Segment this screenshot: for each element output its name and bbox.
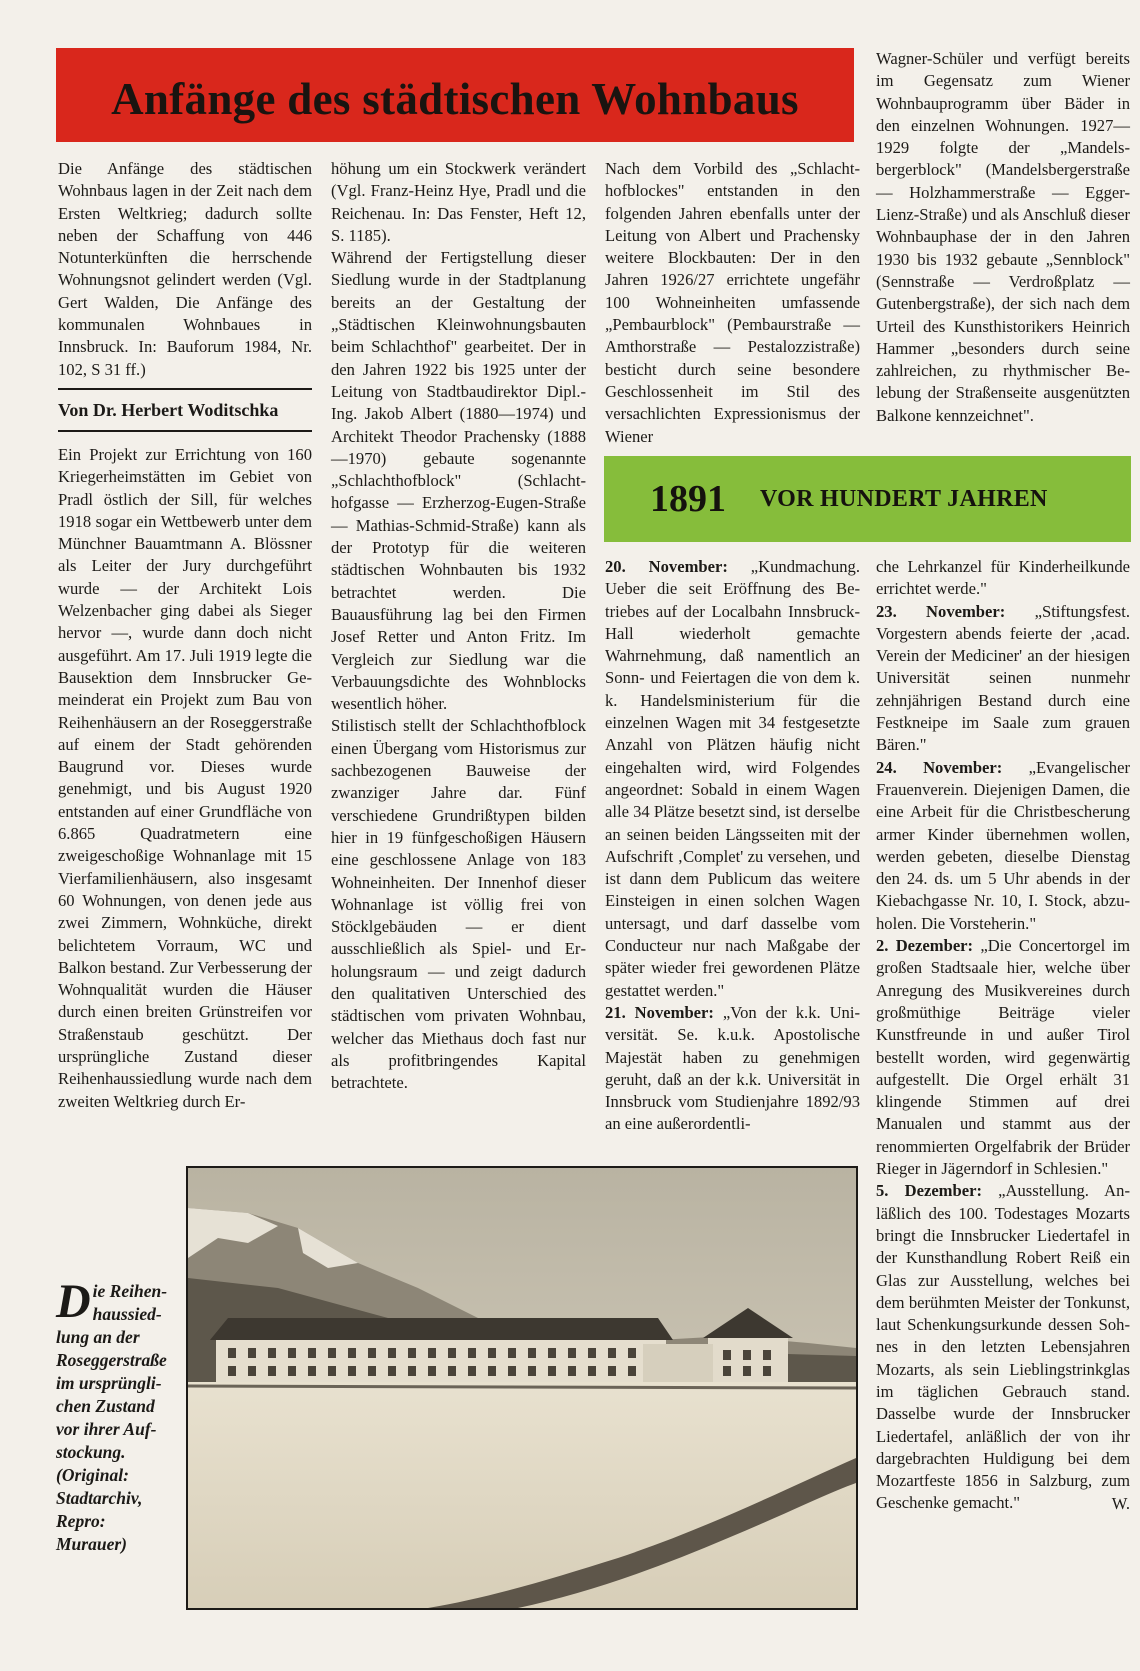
entry-date: 20. November: (605, 557, 728, 576)
entry-text: „Kundmachung. Ueber die seit Eröffnung des Betriebes auf der Localbahn Innsbruck-Hall wiederholt gemachte Wahrnehmung, daß namentlich an Sonn- und Feiertagen die von dem k. k. Handelsministerium für die einzelnen Wagen mit 34 festgesetzte Anzahl von Plätzen häufig nicht eingehalten wird, wird Folgendes angeordnet: Sobald in einem Wagen alle 34 Plätze besetzt sind, ist derselbe an seinen beiden Längsseiten mit der Aufschrift ‚Complet' zu versehen, und ist dann dem Publicum das weitere Einsteigen in einen solchen Wagen untersagt, und darf dasselbe vom Conducteur nur nach Maßgabe der später wieder frei gewordenen Plätze gestattet werden." (605, 557, 860, 1000)
column-1-body (58, 444, 312, 1113)
chronicle-column-right (876, 556, 1130, 1515)
entry-text: „Stiftungsfest. Vorgestern abends feierte der ‚acad. Verein der Mediciner' an der hiesigen Universität seinen nunmehr zehnjährigen Bestand durch eine Festkneipe im Saale zum grauen Bären." (876, 601, 1130, 755)
entry-text: „Ausstellung. Anläßlich des 100. Todestages Mozarts bringt die Innsbrucker Liedertafel in der Kunsthandlung Robert Reiß ein Glas zur Ausstellung, welches bei dem berühmten Meister der Tonkunst, laut Schenkungsurkunde dessen Sohnes in den letzten Lebensjahren Mozarts, als sein Lieblingstrinkglas im täglichen Gebrauch stand. Dasselbe wurde der Innsbrucker Liedertafel, anläßlich der von ihr dargebrachten Huldigung bei dem Mozartfeste 1856 in Salzburg, zum Geschenke gemacht." (876, 1181, 1130, 1513)
column-4-top (876, 48, 1130, 427)
entry-date: 24. November: (876, 757, 1003, 777)
entry-date: 5. Dezember: (876, 1181, 982, 1201)
building-main (216, 1340, 666, 1382)
author-byline: Von Dr. Herbert Woditschka (58, 388, 312, 432)
building-roof (210, 1318, 673, 1340)
col1-paragraph: Ein Projekt zur Errichtung von 160 Kriegerheimstätten im Gebiet von Pradl östlich der Sill, für welches 1918 sogar ein Wettbewerb unter dem Münchner Bauamtmann A. Blössner als Leiter der Jury durchgeführt wurde — der Architekt Lois Welzenbacher ging dabei als Sieger hervor —, wurde dann doch nicht ausgeführt. Am 17. Juli 1919 legte die Bausektion dem Innsbrucker Gemeinderat ein Projekt zum Bau von Reihenhäusern an der Roseggerstraße auf einem der Stadt gehörenden Baugrund vor. Dieses wurde genehmigt, und bis August 1920 entstanden auf einer Grundfläche von 6.865 Quadratmetern eine zweigeschoßige Wohnanlage mit 15 Vierfamilienhäusern, also insgesamt 60 Wohnungen, von denen jede aus zwei Zimmern, Wohnküche, direkt belichtetem Vorraum, WC und Balkon bestand. Zur Verbesserung der Wohnqualität wurden die Häuser durch einen breiten Grünstreifen vor Straßenstaub geschützt. Der ursprüngliche Zustand dieser Reihenhaussiedlung wurde nach dem zweiten Weltkrieg durch Er- (58, 445, 312, 1111)
entry-continuation: che Lehrkanzel für Kinderheilkunde errichtet werde." (876, 557, 1130, 599)
section-year: 1891 (650, 478, 726, 520)
historic-photo (186, 1166, 858, 1610)
chronicle-entry (605, 556, 860, 1002)
building-annex (708, 1338, 788, 1383)
intro-paragraph (58, 158, 312, 381)
photo-caption (56, 1275, 168, 1556)
snow-field (188, 1382, 856, 1608)
chronicle-entry (605, 1002, 860, 1136)
intro-text: Die Anfänge des städtischen Wohnbaus lagen in der Zeit nach dem Ersten Weltkrieg; dadurch sollte neben der Schaffung von 446 Notunterkünften die herrschende Wohnungsnot gelindert werden (Vgl. Gert Walden, Die Anfänge des kommunalen Wohnbaues in Innsbruck. In: Bauforum 1984, Nr. 102, S 31 ff.) (58, 159, 312, 379)
col3-paragraph: Nach dem Vorbild des „Schlachthofblockes" entstanden in den folgenden Jahren ebenfalls unter der Leitung von Albert und Prachensky weitere Blockbauten: Der in den Jahren 1926/27 errichtete ungefähr 100 Wohneinheiten umfassende „Pembaurblock" (Pembaurstraße — Amthorstraße — Pestalozzistraße) besticht durch seine besondere Geschlossenheit im Stil des versachlichten Expressionismus der Wiener (605, 159, 860, 446)
col2-paragraph-1: höhung um ein Stockwerk verändert (Vgl. Franz-Heinz Hye, Pradl und die Reichenau. In: Das Fenster, Heft 12, S. 1185). (331, 159, 586, 245)
col2-paragraph-3: Stilistisch stellt der Schlachthofblock einen Übergang vom Historismus zur sachbezogenen Bauweise der zwanziger Jahre dar. Fünf verschiedene Grundrißtypen bilden hier in 19 fünfgeschoßigen Häusern eine geschlossene Anlage von 183 Wohneinheiten. Der Innenhof dieser Wohnanlage ist völlig frei von Stöcklgebäuden — er dient ausschließlich als Spiel- und Erholungsraum — und zeigt dadurch den qualitativen Unterschied des städtischen vom privaten Wohnbau, welcher das Miethaus doch fast nur als profitbringendes Kapital betrachtete. (331, 716, 586, 1093)
author-signature: W. (1111, 1493, 1130, 1513)
entry-date: 23. November: (876, 601, 1006, 621)
caption-drop-cap: D (56, 1275, 91, 1328)
section-banner (604, 456, 1131, 542)
entry-date: 2. Dezember: (876, 936, 974, 956)
section-label: VOR HUNDERT JAHREN (760, 485, 1048, 512)
article-title: Anfänge des städtischen Wohnbaus (111, 74, 799, 124)
photo-illustration (188, 1168, 856, 1608)
chronicle-entry-last (876, 1180, 1130, 1514)
chronicle-column-left (605, 556, 860, 1136)
column-3-top (605, 158, 860, 448)
chronicle-entry (876, 935, 1130, 1180)
column-2 (331, 158, 586, 1094)
entry-date: 21. November: (605, 1002, 714, 1022)
entry-text: „Von der k.k. Universität. Se. k.u.k. Apostolische Majestät haben zu genehmigen geruht, daß an der k.k. Universität in Innsbruck vom Studienjahre 1892/93 an eine außerordentli- (605, 1002, 860, 1134)
last-entry-body (876, 1180, 1130, 1514)
caption-text: ie Reihenhaussiedlung an der Roseggerstraße im ursprünglichen Zustand vor ihrer Aufstockung. (Original: Stadtarchiv, Repro: Murauer) (56, 1281, 168, 1554)
col2-paragraph-2: Während der Fertigstellung dieser Siedlung wurde in der Stadtplanung bereits an der Gestaltung der „Städtischen Kleinwohnungsbauten beim Schlachthof" gearbeitet. Der in den Jahren 1922 bis 1925 unter der Leitung von Stadtbaudirektor Dipl.-Ing. Jakob Albert (1880—1974) und Architekt Theodor Prachensky (1888—1970) gebaute sogenannte „Schlachthofblock" (Schlachthofgasse — Erzherzog-Eugen-Straße — Mathias-Schmid-Straße) kann als der Prototyp für die weiteren städtischen Wohnbauten bis 1932 betrachtet werden. Die Bauausführung lag bei den Firmen Josef Retter und Anton Fritz. Im Vergleich zur Siedlung war die Verbauungsdichte des Wohnblocks wesentlich höher. (331, 248, 586, 714)
entry-text: „Evangelischer Frauenverein. Diejenigen Damen, die eine Arbeit für die Christbescherung armer Kinder übernehmen wollen, werden gebeten, dieselbe Dienstag den 24. ds. um 5 Uhr abends in der Kiebachgasse Nr. 10, I. Stock, abzuholen. Die Vorsteherin." (876, 757, 1130, 933)
entry-text: „Die Concertorgel im großen Stadtsaale hier, welche über Anregung des Musikvereines durch großmüthige Beiträge vieler Kunstfreunde in und außer Tirol bestellt worden, wird gegenwärtig aufgestellt. Die Orgel erhält 31 klingende Stimmen auf drei Manualen und stammt aus der renommierten Orgelfabrik der Brüder Rieger in Jägerndorf in Schlesien." (876, 936, 1130, 1179)
chronicle-entry (876, 601, 1130, 757)
chronicle-entry (876, 757, 1130, 935)
col4-paragraph: Wagner-Schüler und verfügt bereits im Gegensatz zum Wiener Wohnbauprogramm über Bäder in den einzelnen Wohnungen. 1927—1929 folgte der „Mandelsbergerblock" (Mandelsbergerstraße — Holzhammerstraße — Egger-Lienz-Straße) und als Anschluß dieser Wohnbauphase der in den Jahren 1930 bis 1932 gebaute „Sennblock" (Sennstraße — Verdroßplatz — Gutenbergstraße), der sich nach dem Urteil des Kunsthistorikers Heinrich Hammer „besonders durch seine zahlreichen, zu rhythmischer Belebung der Straßenseite ausgenützten Balkone kennzeichnet". (876, 49, 1130, 425)
article-title-banner (56, 48, 854, 142)
